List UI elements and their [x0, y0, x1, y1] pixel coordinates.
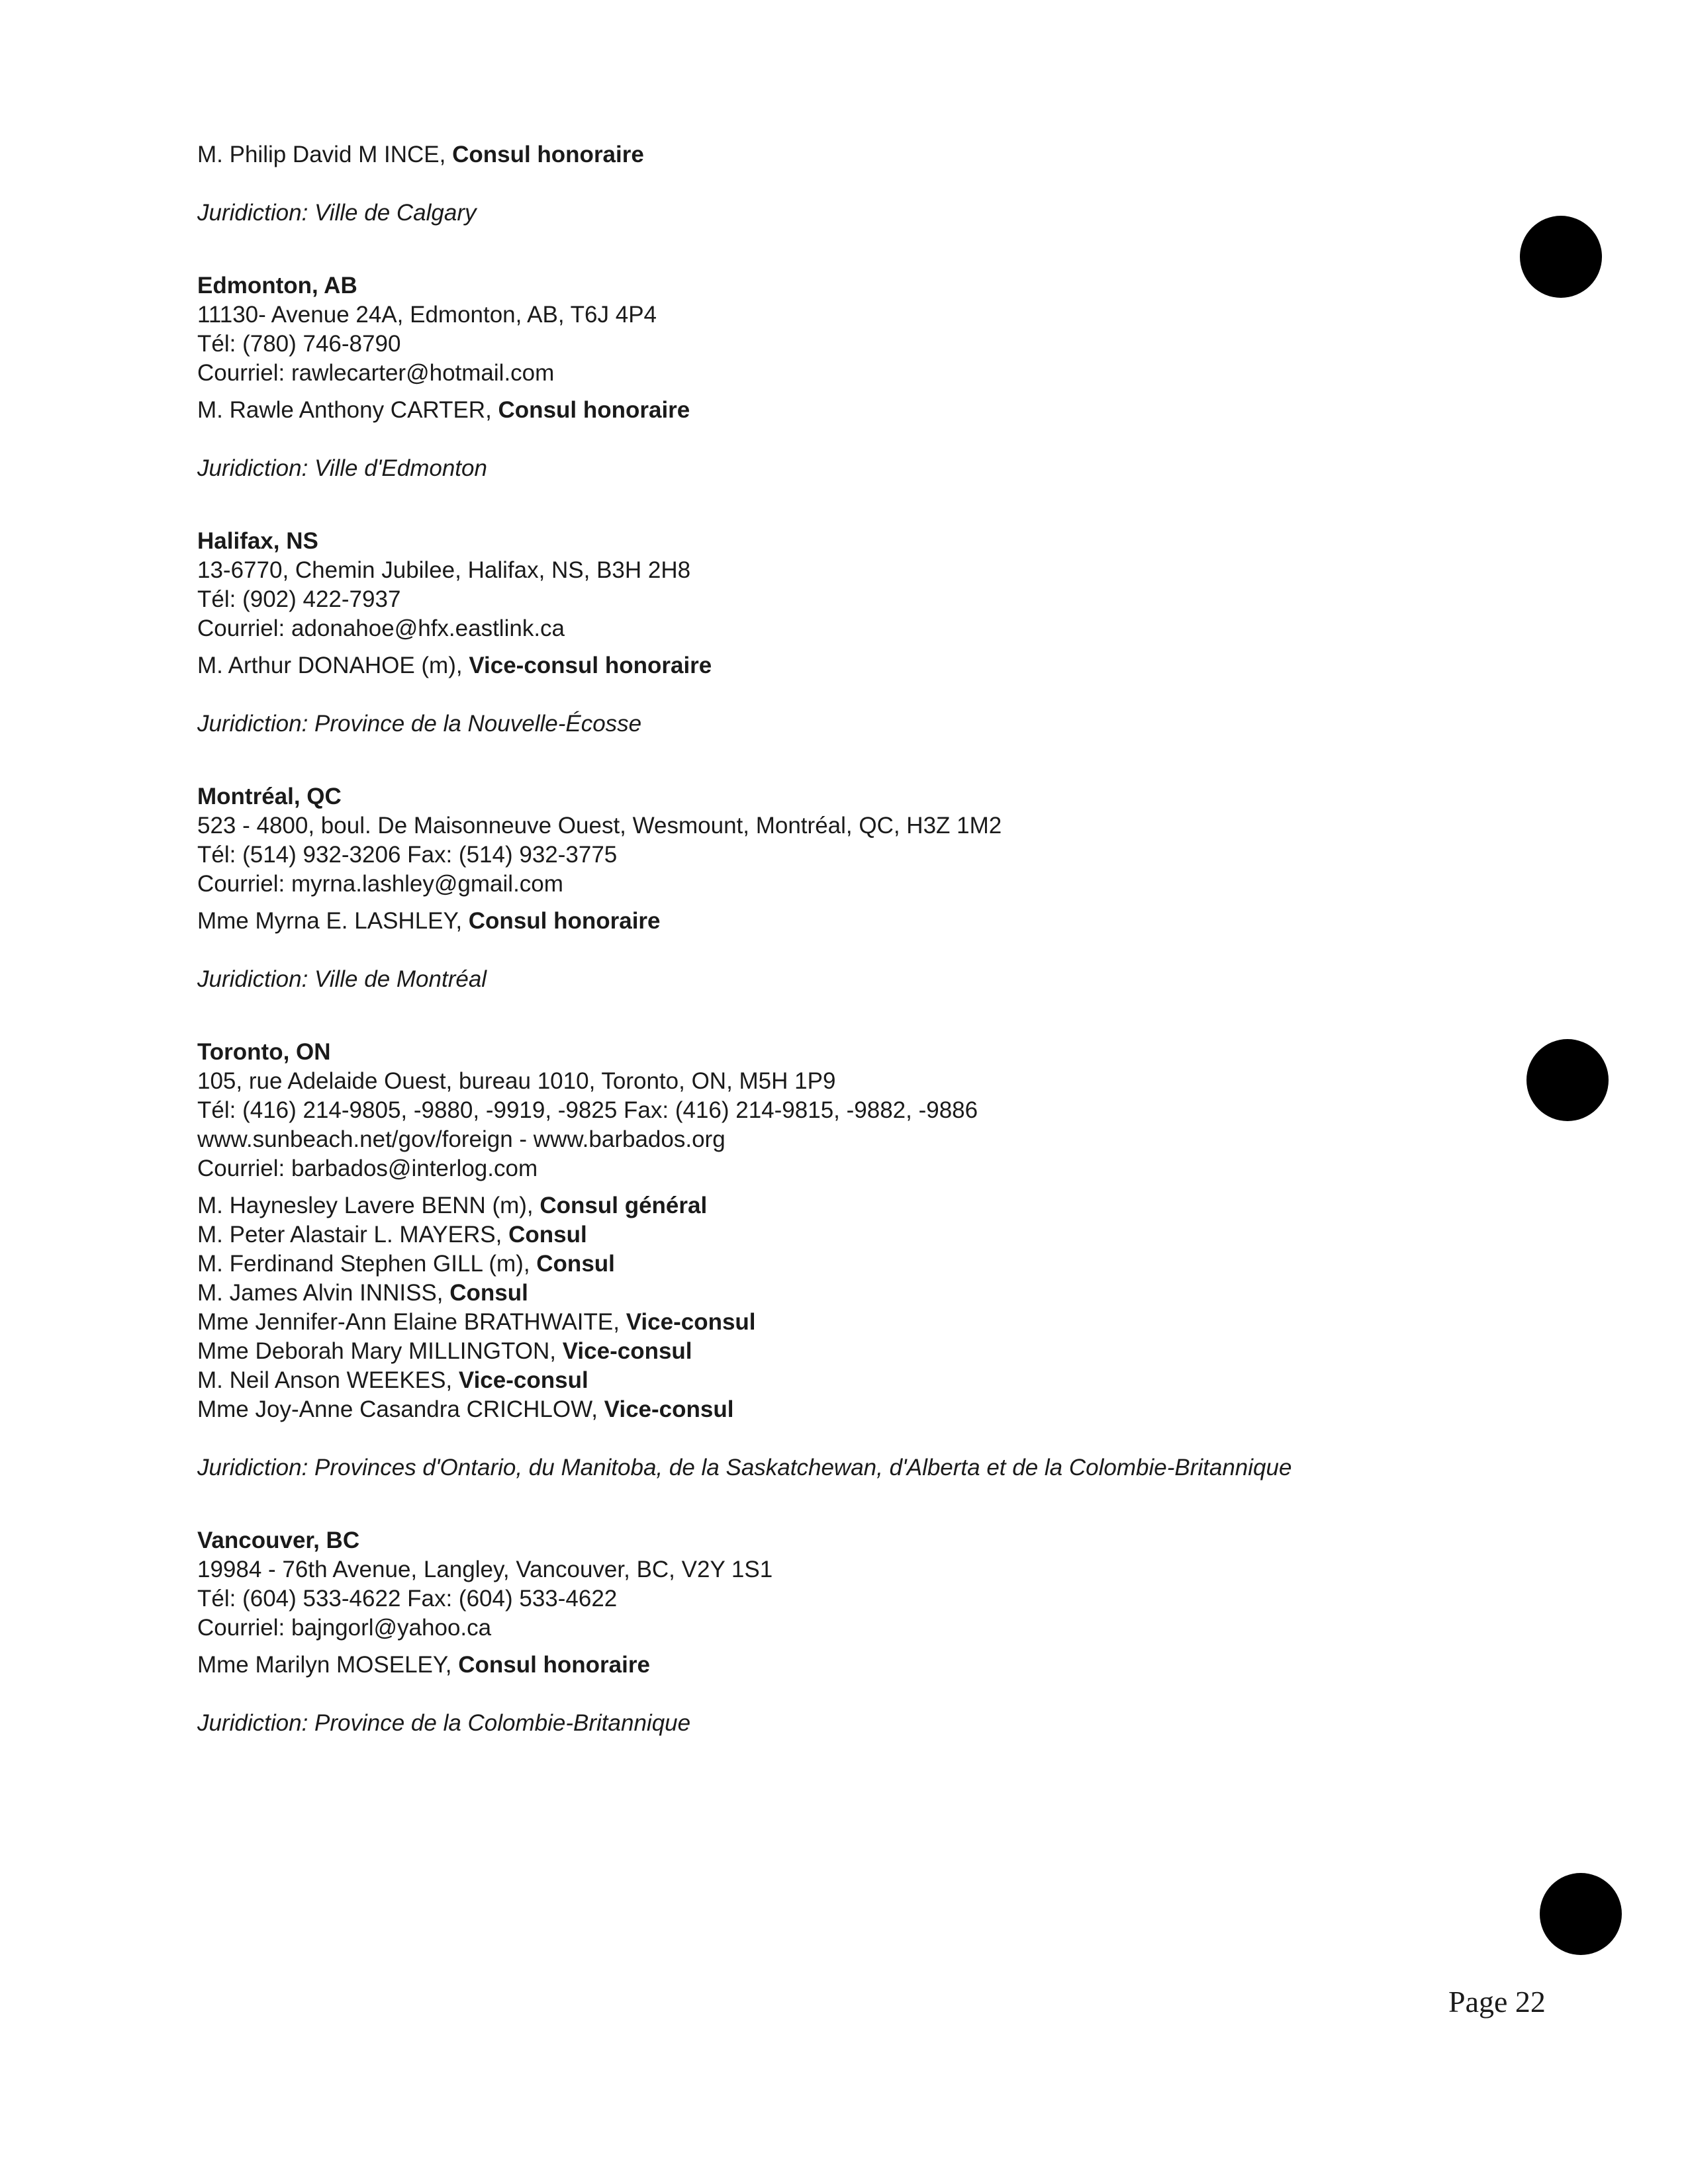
jurisdiction: Juridiction: Province de la Nouvelle-Écosse [197, 711, 642, 737]
person-name: M. Rawle Anthony CARTER, [197, 397, 498, 423]
jurisdiction: Juridiction: Ville de Calgary [197, 200, 477, 226]
person-title: Vice-consul honoraire [469, 653, 712, 678]
punch-hole-bottom [1540, 1873, 1622, 1955]
person-line [197, 1395, 1521, 1424]
person-line [197, 140, 1521, 169]
person-line [197, 1308, 1521, 1337]
person-name: M. Arthur DONAHOE (m), [197, 653, 469, 678]
punch-hole-middle [1526, 1039, 1609, 1121]
jurisdiction: Juridiction: Province de la Colombie-Britannique [197, 1710, 691, 1736]
office-website: www.sunbeach.net/gov/foreign - www.barbados.org [197, 1126, 726, 1152]
person-title: Consul [508, 1222, 587, 1248]
person-title: Consul général [539, 1193, 708, 1218]
person-title: Consul [449, 1280, 528, 1306]
jurisdiction: Juridiction: Ville d'Edmonton [197, 455, 487, 481]
jurisdiction: Juridiction: Ville de Montréal [197, 966, 487, 992]
person-line [197, 1337, 1521, 1366]
person-title: Vice-consul [562, 1338, 692, 1364]
person-name: Mme Jennifer-Ann Elaine BRATHWAITE, [197, 1309, 626, 1335]
office-toronto [197, 1038, 1521, 1482]
person-title: Vice-consul [626, 1309, 756, 1335]
person-name: M. Ferdinand Stephen GILL (m), [197, 1251, 537, 1277]
office-address: 13-6770, Chemin Jubilee, Halifax, NS, B3H 2H8 [197, 557, 691, 583]
person-line [197, 1366, 1521, 1395]
office-halifax [197, 527, 1521, 739]
person-line [197, 907, 1521, 936]
person-title: Consul honoraire [498, 397, 690, 423]
person-name: Mme Deborah Mary MILLINGTON, [197, 1338, 563, 1364]
office-city: Halifax, NS [197, 528, 318, 554]
person-title: Consul honoraire [468, 908, 661, 934]
office-email: Courriel: adonahoe@hfx.eastlink.ca [197, 615, 565, 641]
page-number: Page 22 [1448, 1985, 1546, 2019]
office-address: 105, rue Adelaide Ouest, bureau 1010, Toronto, ON, M5H 1P9 [197, 1068, 836, 1094]
office-phone: Tél: (604) 533-4622 Fax: (604) 533-4622 [197, 1586, 618, 1612]
office-address: 19984 - 76th Avenue, Langley, Vancouver, BC, V2Y 1S1 [197, 1557, 773, 1582]
person-name: Mme Marilyn MOSELEY, [197, 1652, 459, 1678]
person-name: M. Peter Alastair L. MAYERS, [197, 1222, 509, 1248]
office-phone: Tél: (902) 422-7937 [197, 586, 401, 612]
document-body [197, 140, 1521, 1738]
person-name: M. Haynesley Lavere BENN (m), [197, 1193, 540, 1218]
person-name: M. Philip David M INCE, [197, 142, 453, 167]
person-line [197, 1651, 1521, 1680]
office-address: 11130- Avenue 24A, Edmonton, AB, T6J 4P4 [197, 302, 657, 328]
office-email: Courriel: barbados@interlog.com [197, 1156, 538, 1181]
office-phone: Tél: (514) 932-3206 Fax: (514) 932-3775 [197, 842, 618, 868]
office-phone: Tél: (416) 214-9805, -9880, -9919, -9825 Fax: (416) 214-9815, -9882, -9886 [197, 1097, 978, 1123]
person-title: Consul [536, 1251, 615, 1277]
office-city: Vancouver, BC [197, 1527, 360, 1553]
office-email: Courriel: myrna.lashley@gmail.com [197, 871, 563, 897]
office-city: Montréal, QC [197, 784, 342, 809]
punch-hole-top [1520, 216, 1602, 298]
person-line [197, 1279, 1521, 1308]
office-phone: Tél: (780) 746-8790 [197, 331, 401, 357]
person-line [197, 396, 1521, 425]
person-title: Vice-consul [604, 1396, 734, 1422]
office-city: Toronto, ON [197, 1039, 331, 1065]
office-montreal [197, 782, 1521, 994]
office-edmonton [197, 271, 1521, 483]
person-title: Vice-consul [458, 1367, 588, 1393]
office-address: 523 - 4800, boul. De Maisonneuve Ouest, Wesmount, Montréal, QC, H3Z 1M2 [197, 813, 1002, 839]
person-line [197, 1250, 1521, 1279]
person-name: Mme Joy-Anne Casandra CRICHLOW, [197, 1396, 604, 1422]
person-title: Consul honoraire [458, 1652, 650, 1678]
jurisdiction: Juridiction: Provinces d'Ontario, du Manitoba, de la Saskatchewan, d'Alberta et de la Colombie-Britannique [197, 1455, 1292, 1480]
office-vancouver [197, 1526, 1521, 1738]
person-name: Mme Myrna E. LASHLEY, [197, 908, 469, 934]
office-email: Courriel: rawlecarter@hotmail.com [197, 360, 555, 386]
person-name: M. Neil Anson WEEKES, [197, 1367, 459, 1393]
person-line [197, 1220, 1521, 1250]
person-title: Consul honoraire [452, 142, 644, 167]
office-city: Edmonton, AB [197, 273, 357, 298]
person-name: M. James Alvin INNISS, [197, 1280, 450, 1306]
person-line [197, 1191, 1521, 1220]
office-email: Courriel: bajngorl@yahoo.ca [197, 1615, 492, 1641]
person-line [197, 651, 1521, 680]
